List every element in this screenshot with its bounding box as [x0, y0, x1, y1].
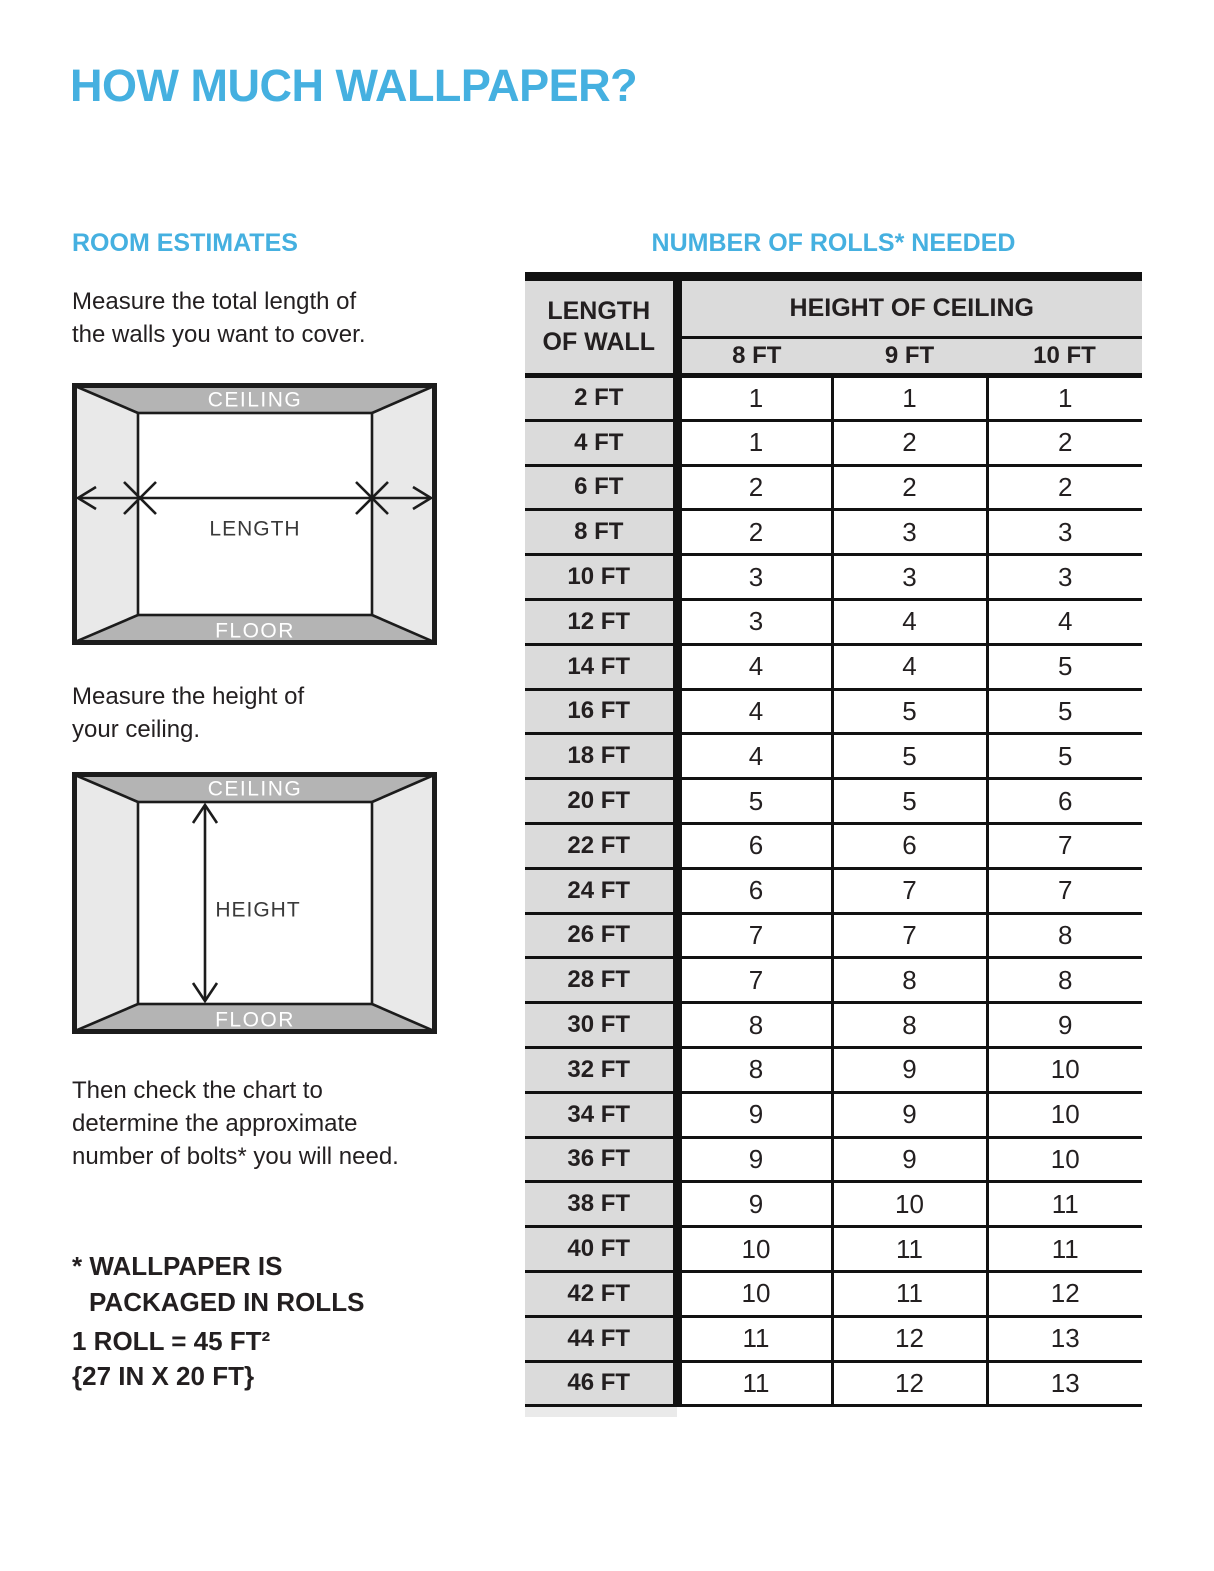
table-left-column-tail	[525, 1407, 677, 1417]
table-row	[525, 555, 1142, 600]
rolls-value-cell: 3	[987, 555, 1142, 600]
rolls-value-cell: 13	[987, 1361, 1142, 1406]
table-row	[525, 734, 1142, 779]
wall-length-cell: 44 FT	[525, 1316, 677, 1361]
rolls-value-cell: 3	[832, 555, 987, 600]
wall-length-cell: 32 FT	[525, 1047, 677, 1092]
wall-length-cell: 4 FT	[525, 420, 677, 465]
table-row	[525, 1182, 1142, 1227]
ceiling-label: CEILING	[207, 777, 303, 801]
rolls-value-cell: 3	[677, 555, 832, 600]
rolls-value-cell: 2	[832, 420, 987, 465]
table-row	[525, 376, 1142, 421]
rolls-value-cell: 2	[677, 465, 832, 510]
rolls-value-cell: 4	[987, 599, 1142, 644]
rolls-value-cell: 12	[987, 1271, 1142, 1316]
step-3-line-2: determine the approximate	[72, 1110, 358, 1137]
rolls-value-cell: 5	[987, 644, 1142, 689]
rolls-value-cell: 9	[987, 1003, 1142, 1048]
step-3-text	[72, 1074, 399, 1173]
rolls-value-cell: 4	[677, 644, 832, 689]
rolls-value-cell: 10	[677, 1271, 832, 1316]
rolls-value-cell: 9	[832, 1047, 987, 1092]
rolls-value-cell: 9	[677, 1137, 832, 1182]
table-row	[525, 823, 1142, 868]
rolls-value-cell: 2	[987, 465, 1142, 510]
right-wall-plane	[372, 383, 437, 645]
rolls-value-cell: 4	[832, 599, 987, 644]
step-2-line-1: Measure the height of	[72, 683, 305, 710]
rolls-value-cell: 10	[832, 1182, 987, 1227]
rolls-value-cell: 1	[987, 376, 1142, 421]
table-row	[525, 1361, 1142, 1406]
room-estimates-heading: ROOM ESTIMATES	[72, 229, 298, 257]
rolls-value-cell: 12	[832, 1316, 987, 1361]
height-label: HEIGHT	[215, 898, 301, 922]
wall-length-cell: 28 FT	[525, 958, 677, 1003]
back-wall	[138, 413, 372, 615]
table-row	[525, 1227, 1142, 1272]
rolls-value-cell: 7	[832, 868, 987, 913]
rolls-table-container	[525, 272, 1142, 1417]
rolls-value-cell: 1	[832, 376, 987, 421]
rolls-value-cell: 7	[987, 823, 1142, 868]
wall-length-cell: 20 FT	[525, 779, 677, 824]
wallpaper-rolls-footnote	[72, 1248, 364, 1320]
rolls-value-cell: 2	[987, 420, 1142, 465]
length-label: LENGTH	[209, 517, 301, 541]
rolls-value-cell: 9	[832, 1137, 987, 1182]
wall-length-cell: 22 FT	[525, 823, 677, 868]
wall-length-cell: 16 FT	[525, 689, 677, 734]
table-row	[525, 1316, 1142, 1361]
rolls-value-cell: 6	[832, 823, 987, 868]
rolls-value-cell: 10	[987, 1047, 1142, 1092]
rolls-value-cell: 8	[677, 1047, 832, 1092]
rolls-value-cell: 10	[677, 1227, 832, 1272]
rolls-value-cell: 13	[987, 1316, 1142, 1361]
roll-dimensions-line: {27 IN X 20 FT}	[72, 1361, 255, 1391]
table-row	[525, 779, 1142, 824]
footnote-line-1: * WALLPAPER IS	[72, 1251, 283, 1281]
rolls-value-cell: 6	[677, 823, 832, 868]
rolls-value-cell: 5	[987, 734, 1142, 779]
wall-length-cell: 8 FT	[525, 510, 677, 555]
rolls-value-cell: 4	[832, 644, 987, 689]
wall-length-cell: 10 FT	[525, 555, 677, 600]
rolls-value-cell: 12	[832, 1361, 987, 1406]
length-of-wall-line-1: LENGTH	[547, 297, 651, 325]
table-row	[525, 1092, 1142, 1137]
wall-length-cell: 12 FT	[525, 599, 677, 644]
rolls-value-cell: 7	[987, 868, 1142, 913]
height-of-ceiling-header: HEIGHT OF CEILING	[677, 277, 1142, 338]
wall-length-cell: 24 FT	[525, 868, 677, 913]
wall-length-cell: 34 FT	[525, 1092, 677, 1137]
footnote-line-2: PACKAGED IN ROLLS	[89, 1287, 365, 1317]
rolls-value-cell: 11	[987, 1227, 1142, 1272]
right-wall-plane	[372, 772, 437, 1034]
rolls-value-cell: 2	[677, 510, 832, 555]
step-1-text	[72, 285, 365, 351]
table-header-row-1	[525, 277, 1142, 338]
ceiling-8ft-header: 8 FT	[677, 338, 832, 376]
wall-length-cell: 18 FT	[525, 734, 677, 779]
room-height-diagram	[72, 772, 437, 1034]
table-row	[525, 644, 1142, 689]
rolls-value-cell: 11	[677, 1316, 832, 1361]
ceiling-label: CEILING	[207, 388, 303, 412]
rolls-value-cell: 8	[987, 913, 1142, 958]
wall-length-cell: 46 FT	[525, 1361, 677, 1406]
rolls-value-cell: 9	[677, 1182, 832, 1227]
page-title: HOW MUCH WALLPAPER?	[70, 60, 638, 111]
rolls-value-cell: 7	[677, 913, 832, 958]
rolls-value-cell: 7	[677, 958, 832, 1003]
wall-length-cell: 36 FT	[525, 1137, 677, 1182]
step-2-line-2: your ceiling.	[72, 716, 201, 743]
rolls-value-cell: 5	[677, 779, 832, 824]
rolls-value-cell: 4	[677, 689, 832, 734]
step-3-line-1: Then check the chart to	[72, 1077, 323, 1104]
rolls-value-cell: 5	[832, 689, 987, 734]
rolls-table	[525, 272, 1142, 1407]
step-1-line-2: the walls you want to cover.	[72, 321, 366, 348]
wall-length-cell: 2 FT	[525, 376, 677, 421]
left-wall-plane	[72, 772, 138, 1034]
rolls-value-cell: 9	[677, 1092, 832, 1137]
table-row	[525, 510, 1142, 555]
table-row	[525, 1271, 1142, 1316]
table-row	[525, 913, 1142, 958]
rolls-value-cell: 10	[987, 1137, 1142, 1182]
ceiling-10ft-header: 10 FT	[987, 338, 1142, 376]
rolls-value-cell: 7	[832, 913, 987, 958]
left-wall-plane	[72, 383, 138, 645]
wall-length-cell: 30 FT	[525, 1003, 677, 1048]
rolls-value-cell: 6	[677, 868, 832, 913]
rolls-value-cell: 2	[832, 465, 987, 510]
step-3-line-3: number of bolts* you will need.	[72, 1143, 399, 1170]
table-row	[525, 465, 1142, 510]
rolls-value-cell: 5	[832, 779, 987, 824]
wall-length-cell: 6 FT	[525, 465, 677, 510]
wall-length-cell: 42 FT	[525, 1271, 677, 1316]
ceiling-9ft-header: 9 FT	[832, 338, 987, 376]
rolls-value-cell: 11	[832, 1271, 987, 1316]
rolls-value-cell: 8	[832, 958, 987, 1003]
table-row	[525, 599, 1142, 644]
wall-length-cell: 26 FT	[525, 913, 677, 958]
rolls-value-cell: 8	[987, 958, 1142, 1003]
roll-area-line: 1 ROLL = 45 FT²	[72, 1326, 271, 1356]
table-row	[525, 420, 1142, 465]
floor-label: FLOOR	[215, 619, 295, 643]
wall-length-cell: 38 FT	[525, 1182, 677, 1227]
rolls-value-cell: 9	[832, 1092, 987, 1137]
rolls-value-cell: 3	[987, 510, 1142, 555]
floor-label: FLOOR	[215, 1008, 295, 1032]
rolls-value-cell: 3	[677, 599, 832, 644]
rolls-value-cell: 8	[832, 1003, 987, 1048]
rolls-value-cell: 11	[987, 1182, 1142, 1227]
wall-length-cell: 40 FT	[525, 1227, 677, 1272]
rolls-table-body	[525, 376, 1142, 1406]
length-of-wall-header	[525, 277, 677, 376]
table-row	[525, 689, 1142, 734]
rolls-value-cell: 11	[677, 1361, 832, 1406]
rolls-value-cell: 1	[677, 420, 832, 465]
table-row	[525, 1047, 1142, 1092]
step-2-text	[72, 680, 304, 746]
rolls-value-cell: 8	[677, 1003, 832, 1048]
step-1-line-1: Measure the total length of	[72, 288, 357, 315]
rolls-value-cell: 11	[832, 1227, 987, 1272]
length-of-wall-line-2: OF WALL	[542, 328, 655, 356]
wall-length-cell: 14 FT	[525, 644, 677, 689]
roll-size-info	[72, 1324, 270, 1394]
rolls-value-cell: 6	[987, 779, 1142, 824]
table-row	[525, 1137, 1142, 1182]
table-row	[525, 1003, 1142, 1048]
table-row	[525, 958, 1142, 1003]
rolls-value-cell: 5	[832, 734, 987, 779]
rolls-value-cell: 1	[677, 376, 832, 421]
rolls-value-cell: 10	[987, 1092, 1142, 1137]
table-row	[525, 868, 1142, 913]
rolls-value-cell: 5	[987, 689, 1142, 734]
rolls-value-cell: 3	[832, 510, 987, 555]
rolls-value-cell: 4	[677, 734, 832, 779]
rolls-needed-heading: NUMBER OF ROLLS* NEEDED	[651, 229, 1016, 257]
room-length-diagram	[72, 383, 437, 645]
